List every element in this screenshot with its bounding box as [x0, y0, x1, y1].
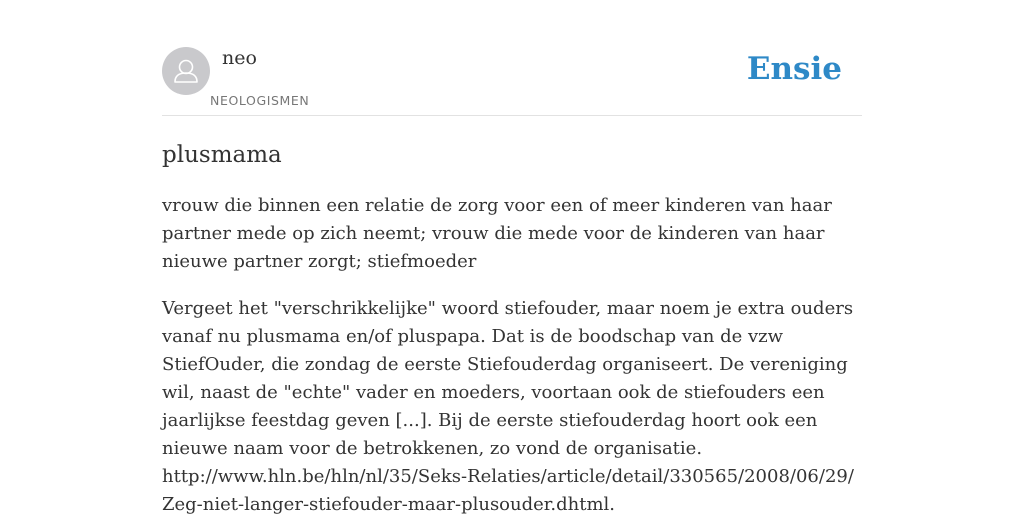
entry-example	[162, 295, 862, 519]
page-content	[162, 0, 862, 515]
user-icon	[162, 47, 210, 95]
entry-header	[162, 0, 862, 116]
example-source-link[interactable]: http://www.hln.be/hln/nl/35/Seks-Relaties/article/detail/330565/2008/06/29/Zeg-niet-langer-stiefouder-maar-plusouder.dhtml.	[162, 466, 854, 515]
entry-definition: vrouw die binnen een relatie de zorg voor een of meer kinderen van haar partner mede op zich neemt; vrouw die mede voor de kinderen van haar nieuwe partner zorgt; stiefmoeder	[162, 195, 832, 272]
entry-title: plusmama	[162, 142, 282, 168]
example-text: Vergeet het "verschrikkelijke" woord stiefouder, maar noem je extra ouders vanaf nu plusmama en/of pluspapa. Dat is de boodschap van de vzw StiefOuder, die zondag de eerste Stiefouderdag organiseert. De vereniging wil, naast de "echte" vader en moeders, voortaan ook de stiefouders een jaarlijkse feestdag geven [...]. Bij de eerste stiefouderdag hoort ook een nieuwe naam voor de betrokkenen, zo vond de organisatie.	[162, 298, 854, 459]
author-name[interactable]: neo	[222, 47, 257, 69]
avatar[interactable]	[162, 47, 210, 95]
category-label[interactable]: NEOLOGISMEN	[210, 93, 310, 108]
brand-logo[interactable]: Ensie	[746, 51, 842, 87]
